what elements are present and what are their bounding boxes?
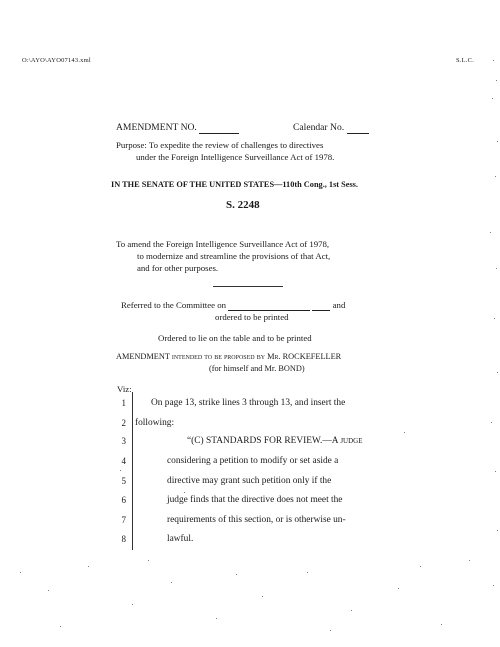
scan-speck	[120, 470, 121, 471]
viz-label: Viz:	[117, 384, 132, 394]
scan-speck	[48, 590, 49, 591]
line-number: 3	[121, 436, 126, 446]
text-line: following:	[135, 418, 175, 428]
scan-speck	[216, 618, 217, 619]
referral-line-2: ordered to be printed	[215, 312, 289, 322]
text-line: “(C) STANDARDS FOR REVIEW.—A judge	[187, 436, 363, 446]
scan-speck	[351, 610, 352, 611]
purpose-label: Purpose:	[116, 140, 147, 150]
text-line: judge finds that the directive does not meet the	[167, 495, 343, 505]
bill-number: S. 2248	[226, 199, 260, 211]
scan-speck	[497, 372, 498, 373]
scan-speck	[420, 566, 421, 567]
scan-speck	[330, 630, 331, 631]
scan-speck	[236, 574, 237, 575]
text-line: considering a petition to modify or set aside a	[167, 456, 339, 466]
text-line: lawful.	[167, 534, 194, 544]
proposal-line-1: AMENDMENT intended to be proposed by Mr. ROCKEFELLER	[116, 352, 342, 361]
scan-speck	[492, 98, 493, 99]
scan-speck	[493, 60, 494, 61]
scan-speck	[441, 624, 442, 625]
line-number: 7	[121, 515, 126, 525]
scan-speck	[497, 530, 498, 531]
scan-speck	[495, 176, 496, 177]
line-number: 5	[121, 476, 126, 486]
title-line-1: To amend the Foreign Intelligence Surveillance Act of 1978,	[116, 239, 330, 249]
scan-speck	[262, 596, 263, 597]
line-number: 2	[121, 418, 126, 428]
line-number: 1	[121, 398, 126, 408]
scan-speck	[493, 585, 494, 586]
scan-speck	[171, 582, 172, 583]
session-line: IN THE SENATE OF THE UNITED STATES—110th Cong., 1st Sess.	[111, 180, 358, 189]
scan-speck	[497, 141, 498, 142]
purpose-text-2: under the Foreign Intelligence Surveillance Act of 1978.	[136, 152, 335, 162]
scan-speck	[88, 566, 89, 567]
scan-speck	[496, 80, 497, 81]
scan-speck	[132, 604, 133, 605]
scan-speck	[60, 626, 61, 627]
referral-line-1	[121, 300, 345, 311]
calendar-number-line	[293, 122, 369, 134]
scan-speck	[20, 572, 21, 573]
separator-rule	[213, 286, 283, 287]
text-line: directive may grant such petition only if the	[167, 476, 332, 486]
referral-and: and	[332, 300, 346, 310]
scan-speck	[496, 268, 497, 269]
scan-speck	[491, 422, 492, 423]
scan-speck	[494, 318, 495, 319]
referral-text: Referred to the Committee on	[121, 300, 227, 310]
text-line: requirements of this section, or is otherwise un-	[167, 515, 346, 525]
scan-speck	[184, 492, 185, 493]
scan-speck	[495, 471, 496, 472]
committee-blank-2	[312, 300, 330, 311]
amendment-number-blank	[199, 122, 239, 134]
calendar-number-blank	[347, 122, 369, 134]
purpose-line-1	[116, 140, 323, 150]
scan-speck	[469, 560, 470, 561]
scan-speck	[148, 560, 149, 561]
referral-line-3: Ordered to lie on the table and to be printed	[158, 333, 312, 343]
purpose-text-1: To expedite the review of challenges to directives	[148, 140, 324, 150]
scan-speck	[398, 588, 399, 589]
title-line-3: and for other purposes.	[137, 263, 219, 273]
margin-rule	[132, 392, 133, 550]
line-number: 4	[121, 456, 126, 466]
calendar-label: Calendar No.	[293, 122, 345, 133]
amendment-label: AMENDMENT NO.	[116, 122, 197, 133]
initials: S.L.C.	[456, 57, 474, 64]
title-line-2: to modernize and streamline the provisions of that Act,	[137, 251, 331, 261]
committee-blank	[228, 300, 310, 311]
text-line: On page 13, strike lines 3 through 13, and insert the	[151, 398, 346, 408]
amendment-number-line	[116, 122, 239, 134]
line-number: 8	[121, 534, 126, 544]
scan-speck	[404, 432, 405, 433]
proposal-line-2: (for himself and Mr. BOND)	[209, 364, 305, 373]
scan-speck	[307, 572, 308, 573]
line-number: 6	[121, 495, 126, 505]
file-code: O:\AYO\AYO07143.xml	[22, 57, 91, 64]
scan-speck	[490, 232, 491, 233]
